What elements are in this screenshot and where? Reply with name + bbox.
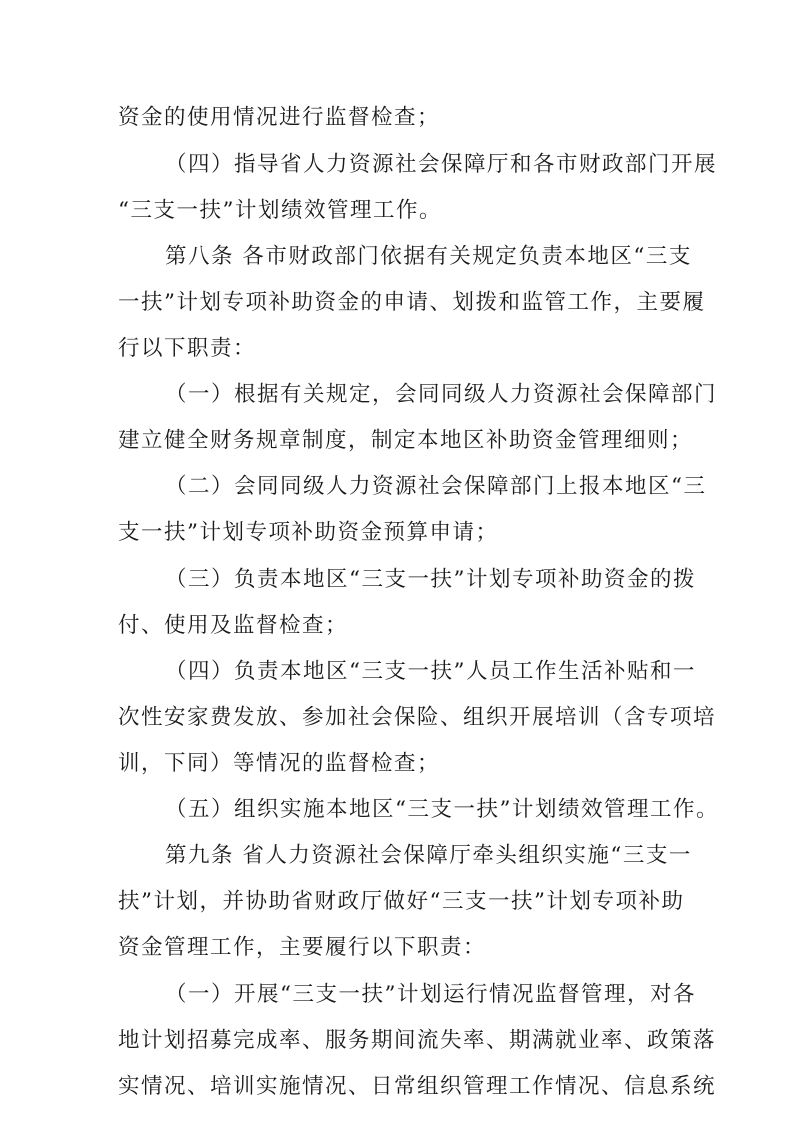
text-line-19: 资金管理工作，主要履行以下职责： — [118, 935, 487, 960]
text-line-2: （四）指导省人力资源社会保障厅和各市财政部门开展 — [165, 152, 718, 177]
text-line-13: （四）负责本地区“三支一扶”人员工作生活补贴和一 — [165, 659, 696, 684]
text-line-12: 付、使用及监督检查； — [118, 613, 349, 638]
text-line-22: 实情况、培训实施情况、日常组织管理工作情况、信息系统 — [118, 1074, 717, 1099]
text-line-3: “三支一扶”计划绩效管理工作。 — [118, 198, 442, 223]
text-line-4: 第八条 各市财政部门依据有关规定负责本地区“三支 — [165, 244, 692, 269]
text-line-17: 第九条 省人力资源社会保障厅牵头组织实施“三支一 — [165, 843, 692, 868]
text-line-14: 次性安家费发放、参加社会保险、组织开展培训（含专项培 — [118, 705, 717, 730]
text-line-18: 扶”计划，并协助省财政厅做好“三支一扶”计划专项补助 — [118, 889, 685, 914]
text-line-20: （一）开展“三支一扶”计划运行情况监督管理，对各 — [165, 982, 696, 1007]
text-line-7: （一）根据有关规定，会同同级人力资源社会保障部门 — [165, 382, 718, 407]
text-line-6: 行以下职责： — [118, 336, 257, 361]
text-line-5: 一扶”计划专项补助资金的申请、划拨和监管工作，主要履 — [118, 290, 706, 315]
text-line-11: （三）负责本地区“三支一扶”计划专项补助资金的拨 — [165, 567, 696, 592]
text-line-21: 地计划招募完成率、服务期间流失率、期满就业率、政策落 — [118, 1028, 717, 1053]
text-line-9: （二）会同同级人力资源社会保障部门上报本地区“三 — [165, 474, 707, 499]
text-line-1: 资金的使用情况进行监督检查； — [118, 105, 441, 130]
text-line-10: 支一扶”计划专项补助资金预算申请； — [118, 520, 499, 545]
text-line-16: （五）组织实施本地区“三支一扶”计划绩效管理工作。 — [165, 797, 719, 822]
text-line-15: 训，下同）等情况的监督检查； — [118, 751, 441, 776]
text-line-8: 建立健全财务规章制度，制定本地区补助资金管理细则； — [118, 428, 694, 453]
